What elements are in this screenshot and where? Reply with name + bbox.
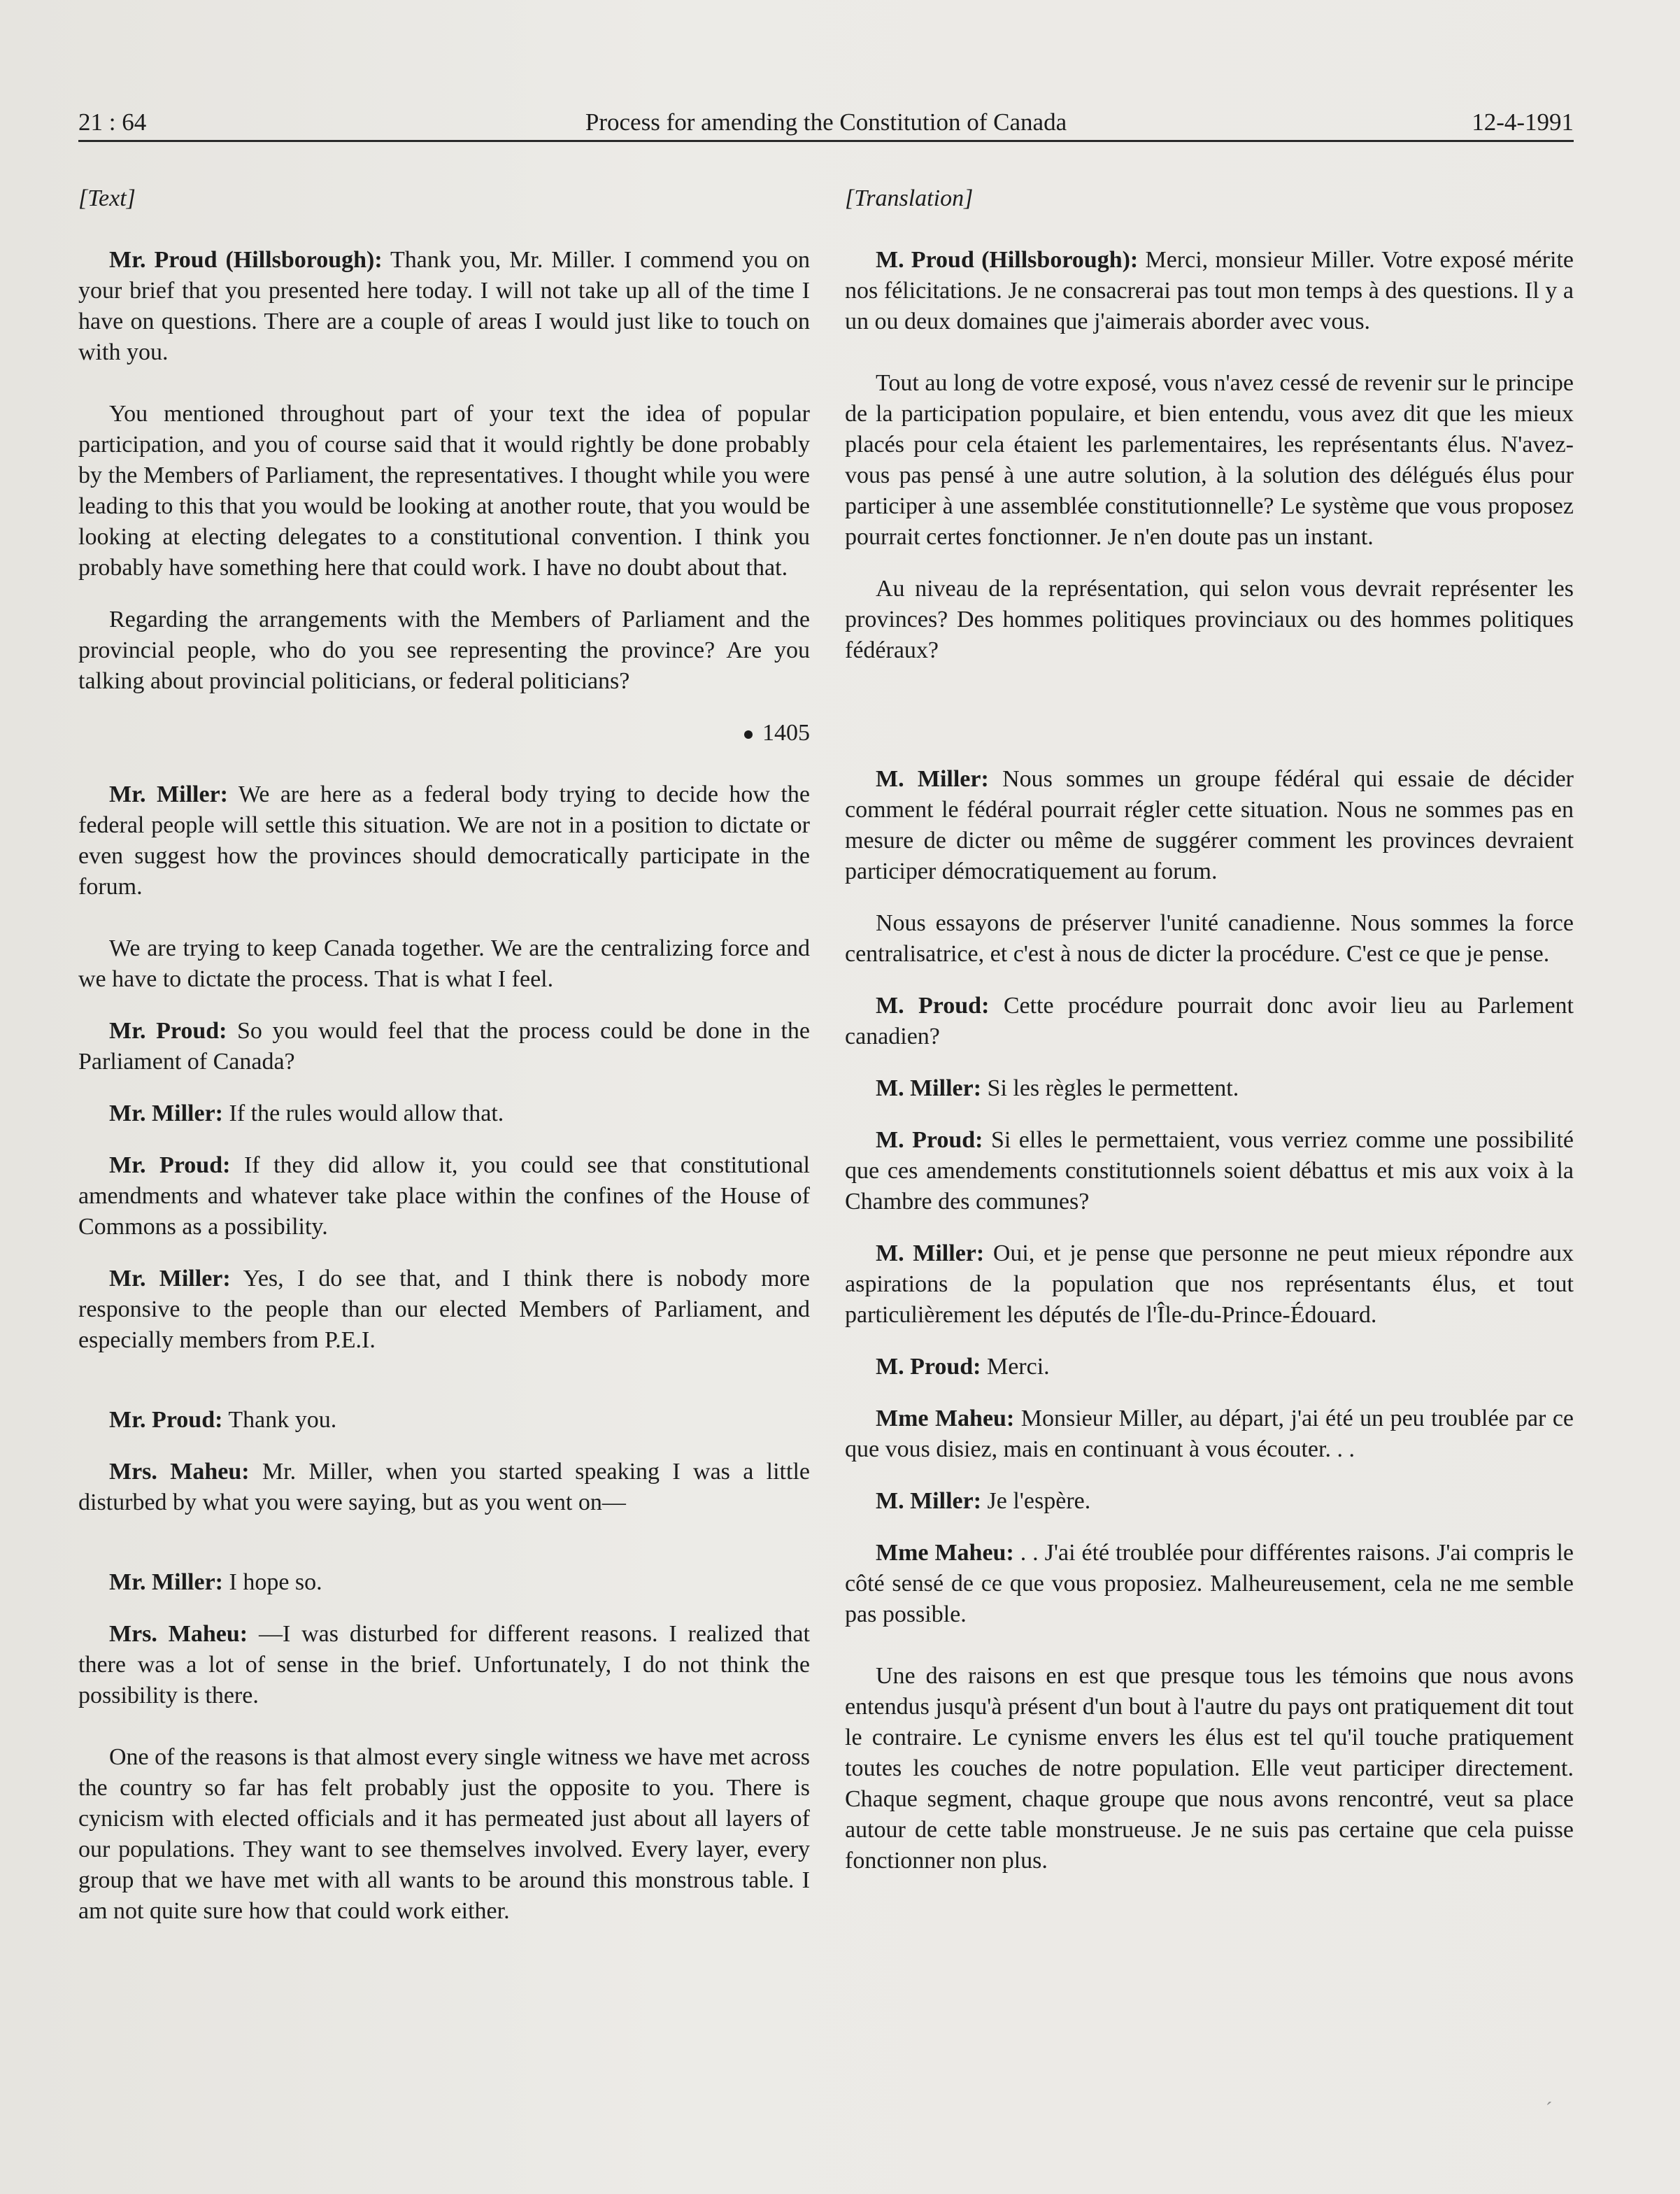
speech-text: I hope so. <box>223 1569 322 1595</box>
speaker-name: Mr. Proud: <box>109 1407 223 1433</box>
speech-text: Merci, monsieur Miller. Votre exposé mérite nos félicitations. Je ne consacrerai pas tout mon temps à des questions. Il y a un ou deux domaines que j'aimerais aborder avec vous. <box>845 247 1574 334</box>
bullet-icon <box>744 730 753 739</box>
paragraph: Nous essayons de préserver l'unité canadienne. Nous sommes la force centralisatrice, et c'est à nous de dicter la procédure. C'est ce que je pense. <box>845 910 1574 967</box>
speaker-name: Mrs. Maheu: <box>109 1621 248 1647</box>
speaker-name: Mr. Proud: <box>109 1018 227 1044</box>
speaker-name: Mr. Proud: <box>109 1152 231 1178</box>
speech-text: We are here as a federal body trying to decide how the federal people will settle this situation. We are not in a position to dictate or even suggest how the provinces should democratically participate in the forum. <box>78 781 810 900</box>
paragraph <box>845 1238 1574 1331</box>
running-title: Process for amending the Constitution of Canada <box>585 108 1067 136</box>
paragraph <box>78 1567 810 1598</box>
text-tag: [Text] <box>78 185 136 211</box>
speech-text: Si les règles le permettent. <box>981 1075 1239 1101</box>
time-marker-label: 1405 <box>762 720 810 746</box>
speaker-name: Mme Maheu: <box>876 1540 1014 1566</box>
speaker-name: Mr. Miller: <box>109 1100 223 1126</box>
speech-text: If the rules would allow that. <box>223 1100 504 1126</box>
paragraph <box>78 779 810 903</box>
page-header <box>78 105 1574 142</box>
speech-text: Monsieur Miller, au départ, j'ai été un peu troublée par ce que vous disiez, mais en continuant à vous écouter. . . <box>845 1406 1574 1462</box>
page-number: 21 : 64 <box>78 108 147 136</box>
speech-text: . . J'ai été troublée pour différentes raisons. J'ai compris le côté sensé de ce que vous proposiez. Malheureusement, cela ne me semble pas possible. <box>845 1540 1574 1627</box>
paragraph: One of the reasons is that almost every single witness we have met across the country so far has felt probably just the opposite to you. There is cynicism with elected officials and it has permeated just about all layers of our populations. They want to see themselves involved. Every layer, every group that we have met with all wants to be around this monstrous table. I am not quite sure how that could work either. <box>78 1744 810 1924</box>
translation-tag: [Translation] <box>845 185 974 211</box>
paragraph: Une des raisons en est que presque tous les témoins que nous avons entendus jusqu'à présent d'un bout à l'autre du pays ont pratiquement dit tout le contraire. Le cynisme envers les élus est tel qu'il touche pratiquement toutes les couches de notre population. Elle veut participer directement. Chaque segment, chaque groupe que nous avons rencontré, veut sa place autour de cette table monstrueuse. Je ne suis pas certaine que cela puisse fonctionner non plus. <box>845 1663 1574 1874</box>
speech-text: If they did allow it, you could see that constitutional amendments and whatever take place within the confines of the House of Commons as a possibility. <box>78 1152 810 1240</box>
speaker-name: M. Proud: <box>876 1127 983 1153</box>
paragraph <box>78 1098 810 1129</box>
header-date: 12-4-1991 <box>1472 108 1574 136</box>
paragraph <box>845 1486 1574 1517</box>
speech-text: Oui, et je pense que personne ne peut mieux répondre aux aspirations de la population que nos représentants élus, et tout particulièrement les députés de l'Île-du-Prince-Édouard. <box>845 1240 1574 1328</box>
paragraph <box>845 1538 1574 1630</box>
paragraph: Regarding the arrangements with the Members of Parliament and the provincial people, who do you see representing the province? Are you talking about provincial politicians, or federal politicians? <box>78 607 810 694</box>
paragraph <box>78 1150 810 1243</box>
paragraph <box>845 1125 1574 1217</box>
paragraph <box>78 1619 810 1711</box>
speech-text: Thank you, Mr. Miller. I commend you on your brief that you presented here today. I will not take up all of the time I have on questions. There are a couple of areas I would just like to touch on with you. <box>78 247 810 365</box>
speech-text: Si elles le permettaient, vous verriez comme une possibilité que ces amendements constitutionnels soient débattus et mis aux voix à la Chambre des communes? <box>845 1127 1574 1215</box>
speaker-name: Mr. Miller: <box>109 781 228 807</box>
paragraph <box>845 245 1574 337</box>
speaker-name: Mr. Miller: <box>109 1266 231 1291</box>
paragraph: Au niveau de la représentation, qui selon vous devrait représenter les provinces? Des hommes politiques provinciaux ou des hommes politiques fédéraux? <box>845 576 1574 663</box>
speech-text: So you would feel that the process could be done in the Parliament of Canada? <box>78 1018 810 1075</box>
english-column <box>78 183 810 1927</box>
speech-text: —I was disturbed for different reasons. I realized that there was a lot of sense in the brief. Unfortunately, I do not think the possibility is there. <box>78 1621 810 1708</box>
speech-text: Thank you. <box>222 1407 337 1433</box>
speaker-name: M. Proud: <box>876 1354 981 1380</box>
speaker-name: M. Miller: <box>876 766 989 792</box>
speaker-name: Mr. Proud (Hillsborough): <box>109 247 383 273</box>
paragraph <box>78 1016 810 1077</box>
paragraph <box>78 1405 810 1436</box>
paragraph <box>78 1264 810 1356</box>
french-column <box>845 183 1574 1876</box>
paragraph <box>78 1457 810 1518</box>
speaker-name: M. Proud (Hillsborough): <box>876 247 1139 273</box>
paragraph <box>845 991 1574 1052</box>
paragraph <box>78 245 810 368</box>
pen-mark: ´ <box>1546 2099 1553 2121</box>
speaker-name: Mme Maheu: <box>876 1406 1015 1431</box>
paragraph: We are trying to keep Canada together. We are the centralizing force and we have to dictate the process. That is what I feel. <box>78 935 810 992</box>
paragraph <box>845 1403 1574 1465</box>
paragraph <box>845 764 1574 887</box>
paragraph <box>845 1073 1574 1104</box>
speaker-name: M. Miller: <box>876 1488 982 1514</box>
speech-text: Cette procédure pourrait donc avoir lieu au Parlement canadien? <box>845 993 1574 1049</box>
paragraph <box>845 1352 1574 1382</box>
time-marker <box>78 718 810 749</box>
paragraph: Tout au long de votre exposé, vous n'avez cessé de revenir sur le principe de la participation populaire, et bien entendu, vous avez dit que les mieux placés pour cela étaient les parlementaires, les représentants élus. N'avez-vous pas pensé à une autre solution, à la solution des délégués élus pour participer à une assemblée constitutionnelle? Le système que vous proposez pourrait certes fonctionner. Je n'en doute pas un instant. <box>845 370 1574 550</box>
speaker-name: M. Miller: <box>876 1240 985 1266</box>
speech-text: Merci. <box>981 1354 1050 1380</box>
speech-text: Mr. Miller, when you started speaking I was a little disturbed by what you were saying, but as you went on— <box>78 1459 810 1515</box>
speaker-name: M. Proud: <box>876 993 990 1019</box>
paragraph: You mentioned throughout part of your text the idea of popular participation, and you of course said that it would rightly be done probably by the Members of Parliament, the representatives. I thought while you were leading to this that you would be looking at another route, that you would be looking at electing delegates to a constitutional convention. I think you probably have something here that could work. I have no doubt about that. <box>78 401 810 581</box>
speech-text: Yes, I do see that, and I think there is nobody more responsive to the people than our elected Members of Parliament, and especially members from P.E.I. <box>78 1266 810 1353</box>
speaker-name: Mrs. Maheu: <box>109 1459 250 1485</box>
speech-text: Je l'espère. <box>981 1488 1091 1514</box>
speech-text: Nous sommes un groupe fédéral qui essaie de décider comment le fédéral pourrait régler cette situation. Nous ne sommes pas en mesure de dicter ou même de suggérer comment les provinces devraient participer démocratiquement au forum. <box>845 766 1574 884</box>
speaker-name: M. Miller: <box>876 1075 982 1101</box>
speaker-name: Mr. Miller: <box>109 1569 223 1595</box>
